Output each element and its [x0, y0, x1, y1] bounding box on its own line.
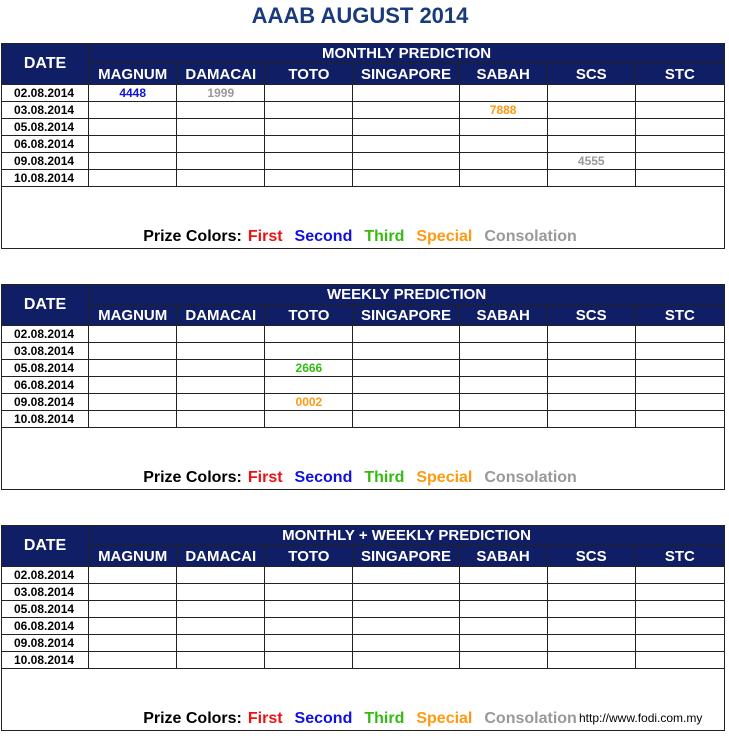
date-cell: 05.08.2014 [2, 601, 89, 618]
prediction-cell [89, 360, 177, 377]
prediction-cell [265, 85, 353, 102]
prediction-cell [353, 343, 459, 360]
prediction-cell [547, 85, 635, 102]
prediction-cell: 0002 [265, 394, 353, 411]
table-row [2, 85, 725, 102]
column-header-damacai: DAMACAI [177, 305, 265, 326]
column-header-scs: SCS [547, 64, 635, 85]
date-cell: 02.08.2014 [2, 85, 89, 102]
column-header-singapore: SINGAPORE [353, 546, 459, 567]
column-header-scs: SCS [547, 546, 635, 567]
date-header: DATE [2, 526, 89, 567]
prediction-cell: 1999 [177, 85, 265, 102]
prediction-cell [459, 567, 547, 584]
prediction-cell [265, 411, 353, 428]
prediction-cell [265, 102, 353, 119]
prediction-cell [177, 170, 265, 187]
prediction-cell [459, 618, 547, 635]
date-cell: 06.08.2014 [2, 377, 89, 394]
prediction-cell [353, 360, 459, 377]
prediction-cell: 7888 [459, 102, 547, 119]
page-title: AAAB AUGUST 2014 [251, 3, 469, 28]
prediction-cell [89, 567, 177, 584]
prediction-cell [353, 326, 459, 343]
column-header-sabah: SABAH [459, 546, 547, 567]
column-header-singapore: SINGAPORE [353, 64, 459, 85]
prediction-cell [353, 567, 459, 584]
column-header-toto: TOTO [265, 64, 353, 85]
table-row [2, 326, 725, 343]
prediction-cell [459, 377, 547, 394]
table-row [2, 136, 725, 153]
table-row [2, 343, 725, 360]
prediction-cell [353, 153, 459, 170]
prediction-cell [635, 170, 724, 187]
date-cell: 09.08.2014 [2, 153, 89, 170]
prediction-cell [89, 411, 177, 428]
table-row [2, 102, 725, 119]
prediction-cell [547, 102, 635, 119]
prediction-cell [459, 635, 547, 652]
prediction-cell [89, 618, 177, 635]
column-header-magnum: MAGNUM [89, 64, 177, 85]
date-cell: 03.08.2014 [2, 584, 89, 601]
table-title: MONTHLY PREDICTION [89, 44, 725, 64]
prediction-cell [177, 326, 265, 343]
prediction-cell [89, 136, 177, 153]
legend-item-third: Third [364, 469, 405, 486]
prediction-cell [177, 394, 265, 411]
column-header-magnum: MAGNUM [89, 305, 177, 326]
prize-colors-legend [2, 428, 725, 490]
prediction-cell [177, 635, 265, 652]
prediction-cell [353, 102, 459, 119]
column-header-stc: STC [635, 64, 724, 85]
prediction-cell [635, 411, 724, 428]
table-row [2, 652, 725, 669]
prediction-cell [177, 377, 265, 394]
table-row [2, 618, 725, 635]
prediction-cell [353, 652, 459, 669]
legend-item-consolation: Consolation [484, 228, 577, 245]
prediction-cell [635, 584, 724, 601]
prediction-cell [459, 119, 547, 136]
legend-item-second: Second [294, 469, 353, 486]
date-cell: 03.08.2014 [2, 102, 89, 119]
date-header: DATE [2, 44, 89, 85]
column-header-stc: STC [635, 546, 724, 567]
legend-item-third: Third [364, 228, 405, 245]
table-row [2, 584, 725, 601]
prediction-cell [547, 618, 635, 635]
prediction-cell [177, 119, 265, 136]
prediction-cell [177, 360, 265, 377]
legend-item-consolation: Consolation [484, 710, 577, 727]
legend-item-third: Third [364, 710, 405, 727]
legend-label: Prize Colors: [143, 469, 242, 486]
date-cell: 05.08.2014 [2, 360, 89, 377]
prediction-cell [459, 153, 547, 170]
prediction-cell [547, 119, 635, 136]
prediction-cell [635, 394, 724, 411]
prediction-cell [89, 394, 177, 411]
prediction-cell [177, 102, 265, 119]
prediction-cell [265, 343, 353, 360]
prediction-cell [547, 635, 635, 652]
legend-label: Prize Colors: [143, 710, 242, 727]
prediction-cell [265, 601, 353, 618]
prediction-cell [635, 153, 724, 170]
prediction-cell [547, 584, 635, 601]
prediction-cell [265, 119, 353, 136]
prediction-cell [353, 411, 459, 428]
prediction-cell [177, 601, 265, 618]
prediction-cell [635, 652, 724, 669]
date-cell: 02.08.2014 [2, 326, 89, 343]
date-header: DATE [2, 285, 89, 326]
column-header-magnum: MAGNUM [89, 546, 177, 567]
prediction-cell [89, 584, 177, 601]
legend-item-consolation: Consolation [484, 469, 577, 486]
prediction-cell [547, 601, 635, 618]
prediction-cell [635, 377, 724, 394]
prediction-cell [89, 343, 177, 360]
prediction-cell [459, 170, 547, 187]
prediction-cell [353, 170, 459, 187]
prediction-cell [459, 601, 547, 618]
prediction-cell [177, 343, 265, 360]
date-cell: 02.08.2014 [2, 567, 89, 584]
prediction-cell [459, 652, 547, 669]
prediction-cell [635, 85, 724, 102]
prediction-cell [635, 360, 724, 377]
table-row [2, 360, 725, 377]
prediction-cell [459, 326, 547, 343]
date-cell: 05.08.2014 [2, 119, 89, 136]
prediction-cell [547, 567, 635, 584]
prediction-cell [635, 635, 724, 652]
prediction-cell [177, 153, 265, 170]
date-cell: 10.08.2014 [2, 170, 89, 187]
prediction-cell [353, 119, 459, 136]
table-row [2, 411, 725, 428]
prediction-cell [459, 136, 547, 153]
prediction-cell [547, 170, 635, 187]
legend-item-first: First [247, 228, 283, 245]
table-row [2, 567, 725, 584]
prediction-cell [547, 377, 635, 394]
date-cell: 09.08.2014 [2, 635, 89, 652]
prediction-cell [89, 652, 177, 669]
prediction-cell [353, 618, 459, 635]
legend-item-first: First [247, 469, 283, 486]
table-row [2, 170, 725, 187]
column-header-sabah: SABAH [459, 305, 547, 326]
prediction-table-1 [1, 43, 725, 249]
prediction-cell [89, 326, 177, 343]
column-header-scs: SCS [547, 305, 635, 326]
prediction-cell [635, 343, 724, 360]
legend-item-second: Second [294, 228, 353, 245]
column-header-toto: TOTO [265, 546, 353, 567]
prediction-cell [459, 584, 547, 601]
prediction-cell [89, 102, 177, 119]
prediction-cell [635, 102, 724, 119]
legend-item-first: First [247, 710, 283, 727]
prediction-cell [177, 411, 265, 428]
prediction-cell [89, 170, 177, 187]
prediction-cell [265, 326, 353, 343]
prediction-cell [547, 652, 635, 669]
prediction-cell [265, 170, 353, 187]
prediction-cell [459, 343, 547, 360]
legend-label: Prize Colors: [143, 228, 242, 245]
prediction-table-3 [1, 525, 725, 731]
prediction-cell [265, 377, 353, 394]
column-header-sabah: SABAH [459, 64, 547, 85]
prediction-cell: 4448 [89, 85, 177, 102]
prediction-cell [459, 360, 547, 377]
prediction-cell [459, 85, 547, 102]
prediction-cell [547, 360, 635, 377]
prediction-cell [353, 635, 459, 652]
prediction-cell [89, 153, 177, 170]
prediction-cell [265, 567, 353, 584]
prediction-cell [459, 411, 547, 428]
legend-item-special: Special [416, 469, 473, 486]
prediction-cell [265, 618, 353, 635]
prediction-cell [353, 136, 459, 153]
column-header-singapore: SINGAPORE [353, 305, 459, 326]
prediction-cell [635, 136, 724, 153]
legend-item-second: Second [294, 710, 353, 727]
prediction-cell [635, 326, 724, 343]
legend-item-special: Special [416, 710, 473, 727]
prediction-cell: 4555 [547, 153, 635, 170]
prediction-cell [265, 635, 353, 652]
prediction-cell [353, 584, 459, 601]
prize-colors-legend [2, 187, 725, 249]
watermark-url: http://www.fodi.com.my [579, 711, 703, 725]
column-header-damacai: DAMACAI [177, 546, 265, 567]
prediction-cell [547, 343, 635, 360]
prediction-cell [635, 567, 724, 584]
prediction-cell [177, 567, 265, 584]
prediction-cell [353, 394, 459, 411]
prediction-cell [635, 601, 724, 618]
prediction-cell [547, 394, 635, 411]
prediction-cell [547, 411, 635, 428]
column-header-stc: STC [635, 305, 724, 326]
table-row [2, 635, 725, 652]
prediction-cell [89, 119, 177, 136]
prediction-cell [177, 584, 265, 601]
table-row [2, 601, 725, 618]
prediction-cell [265, 136, 353, 153]
prediction-cell: 2666 [265, 360, 353, 377]
prediction-cell [177, 652, 265, 669]
date-cell: 09.08.2014 [2, 394, 89, 411]
prediction-cell [547, 136, 635, 153]
date-cell: 10.08.2014 [2, 411, 89, 428]
table-row [2, 394, 725, 411]
prediction-cell [265, 584, 353, 601]
legend-item-special: Special [416, 228, 473, 245]
table-title: MONTHLY + WEEKLY PREDICTION [89, 526, 725, 546]
date-cell: 06.08.2014 [2, 618, 89, 635]
date-cell: 03.08.2014 [2, 343, 89, 360]
prediction-cell [459, 394, 547, 411]
column-header-damacai: DAMACAI [177, 64, 265, 85]
table-row [2, 119, 725, 136]
prediction-cell [635, 618, 724, 635]
table-row [2, 377, 725, 394]
prediction-cell [265, 652, 353, 669]
prediction-cell [353, 601, 459, 618]
prediction-cell [177, 618, 265, 635]
prediction-cell [89, 377, 177, 394]
prediction-cell [89, 601, 177, 618]
prediction-cell [353, 85, 459, 102]
prediction-cell [635, 119, 724, 136]
prediction-cell [177, 136, 265, 153]
date-cell: 06.08.2014 [2, 136, 89, 153]
prediction-cell [353, 377, 459, 394]
table-title: WEEKLY PREDICTION [89, 285, 725, 305]
prediction-table-2 [1, 284, 725, 490]
column-header-toto: TOTO [265, 305, 353, 326]
prediction-cell [547, 326, 635, 343]
prediction-cell [265, 153, 353, 170]
date-cell: 10.08.2014 [2, 652, 89, 669]
table-row [2, 153, 725, 170]
prediction-cell [89, 635, 177, 652]
